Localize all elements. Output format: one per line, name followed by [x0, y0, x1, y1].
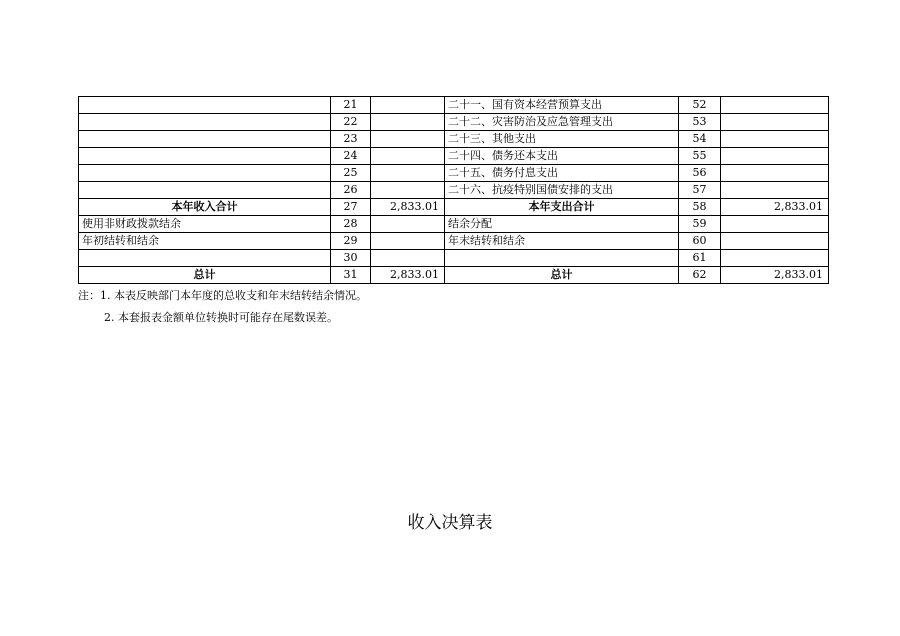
income-line-no-cell: 25	[331, 165, 371, 182]
income-line-no-cell: 21	[331, 97, 371, 114]
income-amount-cell	[371, 148, 445, 165]
income-line-no-cell: 22	[331, 114, 371, 131]
income-item-cell	[79, 97, 331, 114]
expense-line-no-cell: 55	[679, 148, 721, 165]
income-line-no-cell: 27	[331, 199, 371, 216]
table-row	[79, 233, 829, 250]
expense-item-cell: 二十五、债务付息支出	[445, 165, 679, 182]
income-amount-cell	[371, 114, 445, 131]
income-amount-cell	[371, 250, 445, 267]
table-row	[79, 250, 829, 267]
report-table	[78, 96, 829, 284]
expense-line-no-cell: 61	[679, 250, 721, 267]
income-amount-cell	[371, 182, 445, 199]
expense-line-no-cell: 57	[679, 182, 721, 199]
income-item-cell	[79, 182, 331, 199]
income-amount-cell	[371, 216, 445, 233]
expense-item-cell: 总计	[445, 267, 679, 284]
expense-amount-cell	[721, 131, 829, 148]
income-line-no-cell: 24	[331, 148, 371, 165]
income-amount-cell: 2,833.01	[371, 199, 445, 216]
income-line-no-cell: 26	[331, 182, 371, 199]
expense-amount-cell	[721, 250, 829, 267]
income-line-no-cell: 23	[331, 131, 371, 148]
income-item-cell	[79, 250, 331, 267]
income-line-no-cell: 28	[331, 216, 371, 233]
expense-line-no-cell: 54	[679, 131, 721, 148]
income-item-cell: 总计	[79, 267, 331, 284]
expense-amount-cell: 2,833.01	[721, 199, 829, 216]
expense-item-cell: 年末结转和结余	[445, 233, 679, 250]
expense-line-no-cell: 58	[679, 199, 721, 216]
income-amount-cell	[371, 97, 445, 114]
page-title: 收入决算表	[407, 513, 493, 533]
footnote-1: 注：1. 本表反映部门本年度的总收支和年末结转结余情况。	[78, 289, 367, 302]
table-row	[79, 267, 829, 284]
expense-item-cell: 二十四、债务还本支出	[445, 148, 679, 165]
expense-item-cell: 结余分配	[445, 216, 679, 233]
expense-item-cell: 二十二、灾害防治及应急管理支出	[445, 114, 679, 131]
income-amount-cell: 2,833.01	[371, 267, 445, 284]
expense-line-no-cell: 52	[679, 97, 721, 114]
income-item-cell	[79, 131, 331, 148]
expense-amount-cell: 2,833.01	[721, 267, 829, 284]
report-table-body	[79, 97, 829, 284]
table-row	[79, 97, 829, 114]
income-line-no-cell: 29	[331, 233, 371, 250]
income-item-cell	[79, 165, 331, 182]
expense-amount-cell	[721, 182, 829, 199]
table-row	[79, 131, 829, 148]
expense-line-no-cell: 56	[679, 165, 721, 182]
expense-line-no-cell: 53	[679, 114, 721, 131]
income-amount-cell	[371, 233, 445, 250]
income-item-cell	[79, 148, 331, 165]
income-item-cell	[79, 114, 331, 131]
expense-item-cell: 二十六、抗疫特别国债安排的支出	[445, 182, 679, 199]
expense-amount-cell	[721, 165, 829, 182]
expense-line-no-cell: 59	[679, 216, 721, 233]
expense-amount-cell	[721, 114, 829, 131]
table-row	[79, 182, 829, 199]
expense-amount-cell	[721, 97, 829, 114]
expense-item-cell: 二十三、其他支出	[445, 131, 679, 148]
table-row	[79, 216, 829, 233]
expense-item-cell: 本年支出合计	[445, 199, 679, 216]
expense-amount-cell	[721, 216, 829, 233]
income-item-cell: 使用非财政拨款结余	[79, 216, 331, 233]
expense-line-no-cell: 62	[679, 267, 721, 284]
expense-amount-cell	[721, 148, 829, 165]
income-line-no-cell: 30	[331, 250, 371, 267]
expense-item-cell: 二十一、国有资本经营预算支出	[445, 97, 679, 114]
table-row	[79, 148, 829, 165]
income-item-cell: 本年收入合计	[79, 199, 331, 216]
income-line-no-cell: 31	[331, 267, 371, 284]
table-row	[79, 199, 829, 216]
expense-item-cell	[445, 250, 679, 267]
income-amount-cell	[371, 165, 445, 182]
income-amount-cell	[371, 131, 445, 148]
income-item-cell: 年初结转和结余	[79, 233, 331, 250]
expense-amount-cell	[721, 233, 829, 250]
table-row	[79, 165, 829, 182]
table-row	[79, 114, 829, 131]
footnote-2: 2. 本套报表金额单位转换时可能存在尾数误差。	[104, 311, 338, 324]
expense-line-no-cell: 60	[679, 233, 721, 250]
